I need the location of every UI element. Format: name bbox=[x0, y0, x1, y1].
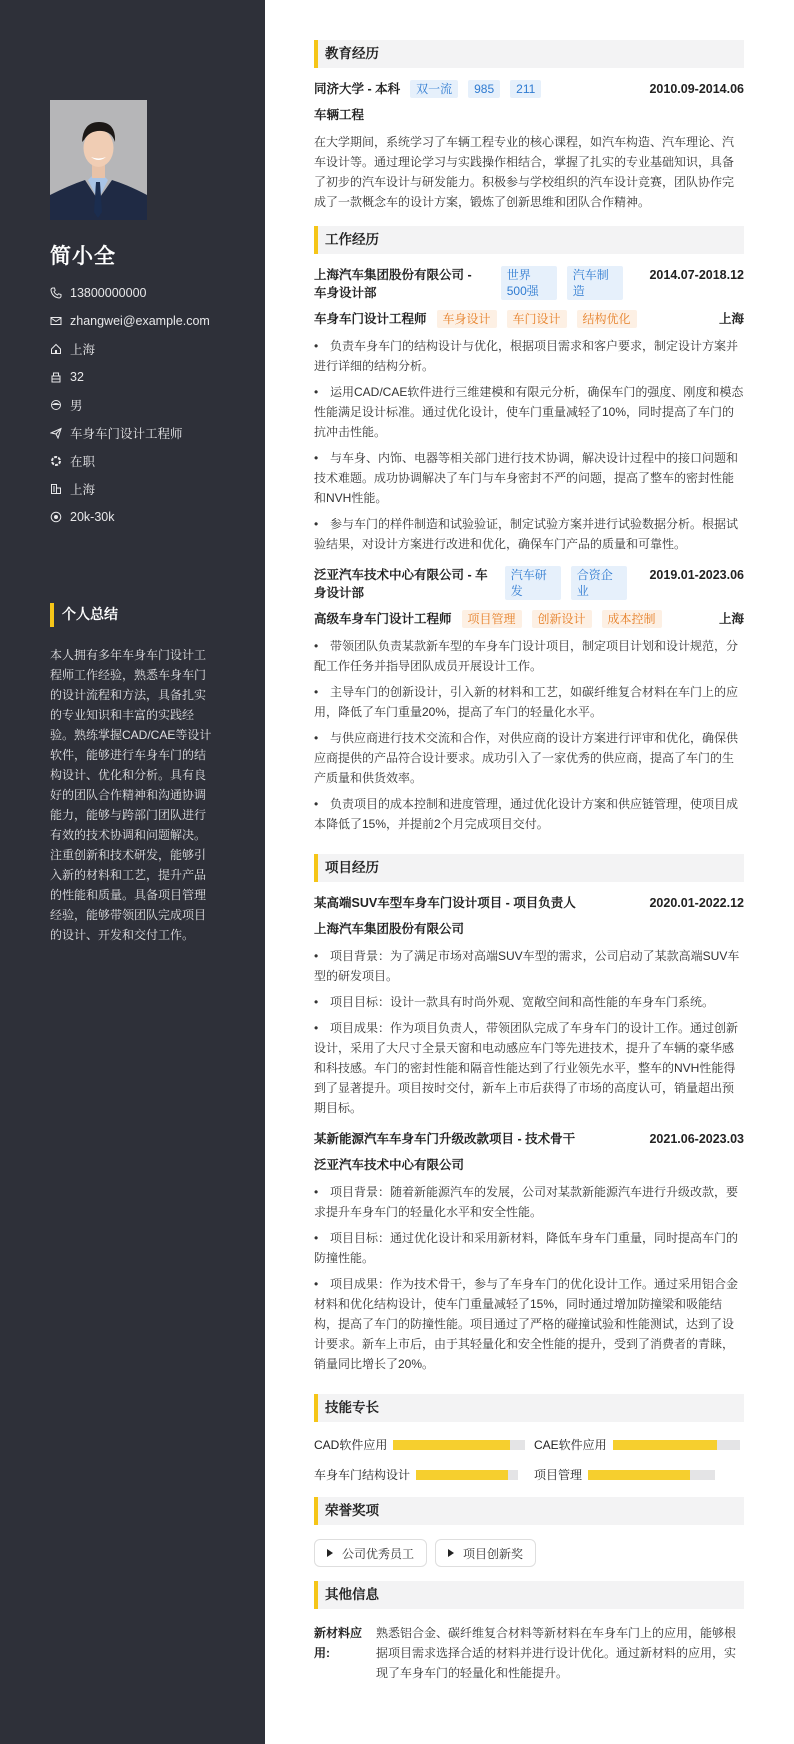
project-bullets bbox=[314, 1182, 744, 1374]
contact-email bbox=[50, 307, 260, 335]
status-value: 在职 bbox=[70, 455, 96, 469]
other-heading: 其他信息 bbox=[314, 1581, 744, 1609]
project-company: 上海汽车集团股份有限公司 bbox=[314, 922, 465, 936]
age-icon bbox=[50, 371, 62, 383]
project-title: 某高端SUV车型车身车门设计项目 - 项目负责人 bbox=[314, 896, 576, 910]
skill-name: CAE软件应用 bbox=[534, 1438, 607, 1452]
project-bullet: • 项目目标：设计一款具有时尚外观、宽敞空间和高性能的车身车门系统。 bbox=[314, 992, 744, 1012]
skill-bar bbox=[613, 1440, 740, 1450]
salary-icon bbox=[50, 511, 62, 523]
skill-bar-fill bbox=[588, 1470, 690, 1480]
contact-position bbox=[50, 419, 260, 447]
project-title: 某新能源汽车车身车门升级改款项目 - 技术骨干 bbox=[314, 1132, 576, 1146]
honor-label: 项目创新奖 bbox=[463, 1546, 524, 1561]
company-tag: 汽车研发 bbox=[505, 566, 561, 600]
other-item bbox=[314, 1623, 744, 1683]
project-bullets bbox=[314, 946, 744, 1118]
honors-heading: 荣誉奖项 bbox=[314, 1497, 744, 1525]
skill-name: 项目管理 bbox=[534, 1468, 583, 1482]
skills-heading: 技能专长 bbox=[314, 1394, 744, 1422]
email-value: zhangwei@example.com bbox=[70, 314, 210, 328]
honor-label: 公司优秀员工 bbox=[342, 1546, 415, 1561]
job-bullet: • 负责项目的成本控制和进度管理，通过优化设计方案和供应链管理，使项目成本降低了15%，并提前2个月完成项目交付。 bbox=[314, 794, 744, 834]
job-bullet: • 带领团队负责某款新车型的车身车门设计项目，制定项目计划和设计规范，分配工作任务并指导团队成员开展设计工作。 bbox=[314, 636, 744, 676]
project-bullet: • 项目目标：通过优化设计和采用新材料，降低车身车门重量，同时提高车门的防撞性能。 bbox=[314, 1228, 744, 1268]
education-heading: 教育经历 bbox=[314, 40, 744, 68]
job-position-row bbox=[314, 310, 744, 328]
mail-icon bbox=[50, 315, 62, 327]
status-icon bbox=[50, 455, 62, 467]
phone-value: 13800000000 bbox=[70, 286, 147, 300]
contact-city bbox=[50, 475, 260, 503]
phone-icon bbox=[50, 287, 62, 299]
project-bullet: • 项目背景：为了满足市场对高端SUV车型的需求，公司启动了某款高端SUV车型的研发项目。 bbox=[314, 946, 744, 986]
skill-item bbox=[314, 1466, 534, 1483]
job-bullet: • 参与车门的样件制造和试验验证，制定试验方案并进行试验数据分析。根据试验结果，对设计方案进行改进和优化，确保车门产品的质量和可靠性。 bbox=[314, 514, 744, 554]
contact-gender bbox=[50, 391, 260, 419]
contact-salary bbox=[50, 503, 260, 531]
company-tag: 合资企业 bbox=[571, 566, 627, 600]
candidate-name: 简小全 bbox=[50, 245, 116, 268]
job-location: 上海 bbox=[718, 312, 744, 326]
skill-tag: 创新设计 bbox=[532, 610, 592, 628]
project-bullet: • 项目成果：作为技术骨干，参与了车身车门的优化设计工作。通过采用铝合金材料和优化结构设计，使车门重量减轻了15%，同时通过增加防撞梁和吸能结构，提高了车门的防撞性能。项目通过了严格的碰撞试验和性能测试，达到了设计要求。新车上市后，由于其轻量化和安全性能的提升，受到了消费者的青睐，销量同比增长了20%。 bbox=[314, 1274, 744, 1374]
skills-grid bbox=[314, 1436, 744, 1483]
skill-name: CAD软件应用 bbox=[314, 1438, 388, 1452]
job-bullets bbox=[314, 636, 744, 834]
age-value: 32 bbox=[70, 370, 84, 384]
job-entry bbox=[314, 566, 744, 834]
projects-heading: 项目经历 bbox=[314, 854, 744, 882]
skill-tag: 车门设计 bbox=[507, 310, 567, 328]
job-location: 上海 bbox=[718, 612, 744, 626]
project-company: 泛亚汽车技术中心有限公司 bbox=[314, 1158, 465, 1172]
home-icon bbox=[50, 343, 62, 355]
summary-text: 本人拥有多年车身车门设计工程师工作经验，熟悉车身车门的设计流程和方法，具备扎实的专业知识和丰富的实践经验。熟练掌握CAD/CAE等设计软件，能够进行车身车门的结构设计、优化和分析。具有良好的团队合作精神和沟通协调能力，能够与跨部门团队进行有效的技术协调和问题解决。注重创新和技术研发，能够引入新的材料和工艺，提升产品的性能和质量。具备项目管理经验，能够带领团队完成项目的设计、开发和交付工作。 bbox=[50, 648, 212, 942]
skill-bar-fill bbox=[393, 1440, 509, 1450]
work-heading: 工作经历 bbox=[314, 226, 744, 254]
avatar-photo bbox=[50, 100, 147, 220]
sidebar bbox=[0, 0, 265, 1744]
project-entry bbox=[314, 1130, 744, 1374]
job-bullets bbox=[314, 336, 744, 554]
skill-item bbox=[314, 1436, 534, 1453]
gender-value: 男 bbox=[70, 399, 83, 413]
education-major: 车辆工程 bbox=[314, 108, 365, 122]
skill-tag: 车身设计 bbox=[437, 310, 497, 328]
education-date: 2010.09-2014.06 bbox=[649, 82, 744, 96]
contact-phone bbox=[50, 279, 260, 307]
play-icon bbox=[327, 1549, 333, 1557]
job-header bbox=[314, 266, 744, 302]
project-header bbox=[314, 1130, 744, 1148]
project-header bbox=[314, 894, 744, 912]
gender-icon bbox=[50, 399, 62, 411]
play-icon bbox=[448, 1549, 454, 1557]
job-company: 上海汽车集团股份有限公司 - 车身设计部 bbox=[314, 268, 472, 300]
other-label: 新材料应用: bbox=[314, 1626, 363, 1660]
job-position-row bbox=[314, 610, 744, 628]
skill-bar bbox=[393, 1440, 525, 1450]
contact-list bbox=[50, 279, 260, 531]
contact-home bbox=[50, 335, 260, 363]
skill-tag: 结构优化 bbox=[577, 310, 637, 328]
skill-tag: 成本控制 bbox=[602, 610, 662, 628]
job-bullet: • 负责车身车门的结构设计与优化，根据项目需求和客户要求，制定设计方案并进行详细的结构分析。 bbox=[314, 336, 744, 376]
education-tag: 211 bbox=[510, 80, 541, 98]
project-bullet: • 项目成果：作为项目负责人，带领团队完成了车身车门的设计工作。通过创新设计，采用了大尺寸全景天窗和电动感应车门等先进技术，提升了车辆的豪华感和科技感。车门的密封性能和隔音性能达到了行业领先水平，整车的NVH性能得到了显著提升。项目按时交付，新车上市后获得了市场的高度认可，销量超出预期目标。 bbox=[314, 1018, 744, 1118]
home-value: 上海 bbox=[70, 343, 96, 357]
job-header bbox=[314, 566, 744, 602]
other-text: 熟悉铝合金、碳纤维复合材料等新材料在车身车门上的应用，能够根据项目需求选择合适的材料并进行设计优化。通过新材料的应用，实现了车身车门的轻量化和性能提升。 bbox=[376, 1626, 737, 1680]
company-tag: 世界500强 bbox=[501, 266, 557, 300]
company-tag: 汽车制造 bbox=[567, 266, 623, 300]
honor-item bbox=[435, 1539, 536, 1567]
education-tag: 双一流 bbox=[410, 80, 458, 98]
job-company: 泛亚汽车技术中心有限公司 - 车身设计部 bbox=[314, 568, 488, 600]
position-value: 车身车门设计工程师 bbox=[70, 427, 183, 441]
skill-item bbox=[534, 1436, 744, 1453]
honor-item bbox=[314, 1539, 427, 1567]
skill-bar-fill bbox=[416, 1470, 508, 1480]
job-position: 车身车门设计工程师 bbox=[314, 312, 427, 326]
job-entry bbox=[314, 266, 744, 554]
avatar bbox=[50, 100, 147, 220]
project-date: 2021.06-2023.03 bbox=[649, 1132, 744, 1146]
paper-plane-icon bbox=[50, 427, 62, 439]
education-header bbox=[314, 80, 744, 98]
job-position: 高级车身车门设计工程师 bbox=[314, 612, 452, 626]
skill-tag: 项目管理 bbox=[462, 610, 522, 628]
skill-bar-fill bbox=[613, 1440, 717, 1450]
education-school: 同济大学 - 本科 bbox=[314, 82, 401, 96]
salary-value: 20k-30k bbox=[70, 510, 115, 524]
main-content bbox=[314, 40, 744, 1683]
skill-name: 车身车门结构设计 bbox=[314, 1468, 411, 1482]
job-bullet: • 主导车门的创新设计，引入新的材料和工艺，如碳纤维复合材料在车门上的应用，降低了车门重量20%，提高了车门的轻量化水平。 bbox=[314, 682, 744, 722]
skill-item bbox=[534, 1466, 744, 1483]
job-bullet: • 与车身、内饰、电器等相关部门进行技术协调，解决设计过程中的接口问题和技术难题。成功协调解决了车门与车身密封不严的问题，提高了整车的密封性能和NVH性能。 bbox=[314, 448, 744, 508]
contact-status bbox=[50, 447, 260, 475]
job-date: 2014.07-2018.12 bbox=[649, 268, 744, 282]
city-value: 上海 bbox=[70, 483, 96, 497]
project-entry bbox=[314, 894, 744, 1118]
job-bullet: • 运用CAD/CAE软件进行三维建模和有限元分析，确保车门的强度、刚度和模态性能满足设计标准。通过优化设计，使车门重量减轻了10%，同时提高了车门的抗冲击性能。 bbox=[314, 382, 744, 442]
education-tag: 985 bbox=[468, 80, 500, 98]
project-bullet: • 项目背景：随着新能源汽车的发展，公司对某款新能源汽车进行升级改款，要求提升车身车门的轻量化水平和安全性能。 bbox=[314, 1182, 744, 1222]
skill-bar bbox=[588, 1470, 715, 1480]
skill-bar bbox=[416, 1470, 518, 1480]
summary-heading: 个人总结 bbox=[50, 603, 118, 627]
building-icon bbox=[50, 483, 62, 495]
contact-age bbox=[50, 363, 260, 391]
job-date: 2019.01-2023.06 bbox=[649, 568, 744, 582]
education-description: 在大学期间，系统学习了车辆工程专业的核心课程，如汽车构造、汽车理论、汽车设计等。通过理论学习与实践操作相结合，掌握了扎实的专业基础知识，具备了初步的汽车设计与研发能力。积极参与学校组织的汽车设计竞赛，团队协作完成了一款概念车的设计方案，锻炼了创新思维和团队合作精神。 bbox=[314, 135, 735, 209]
job-bullet: • 与供应商进行技术交流和合作，对供应商的设计方案进行评审和优化，确保供应商提供的产品符合设计要求。成功引入了一家优秀的供应商，提高了车门的生产质量和供货效率。 bbox=[314, 728, 744, 788]
honors-list bbox=[314, 1539, 744, 1567]
project-date: 2020.01-2022.12 bbox=[649, 896, 744, 910]
